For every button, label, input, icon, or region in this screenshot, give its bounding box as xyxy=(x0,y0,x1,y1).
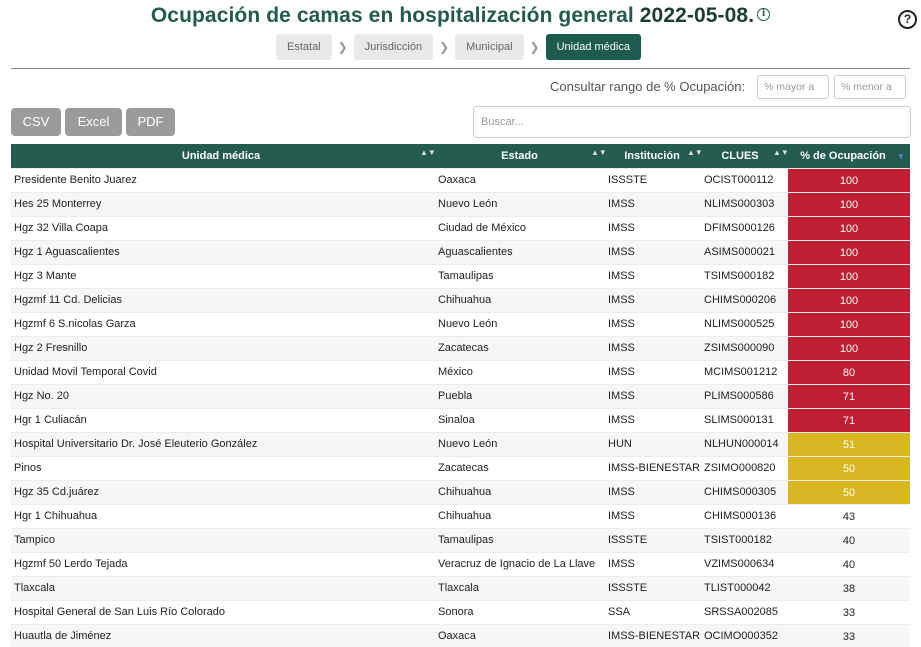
cell-unidad-medica: Hospital Universitario Dr. José Eleuterio González xyxy=(14,438,258,450)
cell-estado: Ciudad de México xyxy=(438,222,527,234)
cell-ocupacion: 43 xyxy=(842,511,856,523)
cell-estado: Nuevo León xyxy=(438,318,498,330)
cell-ocupacion: 50 xyxy=(788,457,910,481)
cell-ocupacion: 33 xyxy=(842,631,856,643)
cell-institucion: IMSS xyxy=(608,270,635,282)
cell-ocupacion: 51 xyxy=(788,433,910,457)
cell-clues: NLIMS000303 xyxy=(704,198,775,210)
breadcrumb xyxy=(276,34,641,60)
cell-institucion: HUN xyxy=(608,438,632,450)
cell-unidad-medica: Hgz 35 Cd.juárez xyxy=(14,486,99,498)
cell-estado: México xyxy=(438,366,473,378)
column-ocupacion[interactable]: % de Ocupación xyxy=(800,150,886,162)
table-row xyxy=(11,504,910,528)
range-label: Consultar rango de % Ocupación: xyxy=(550,79,746,94)
cell-estado: Chihuahua xyxy=(438,510,492,522)
table-row xyxy=(11,456,910,480)
cell-institucion: IMSS xyxy=(608,558,635,570)
table-row xyxy=(11,600,910,624)
table-row xyxy=(11,216,910,240)
cell-estado: Tamaulipas xyxy=(438,270,494,282)
pdf-button[interactable]: PDF xyxy=(126,108,175,136)
table-row xyxy=(11,408,910,432)
cell-ocupacion: 38 xyxy=(842,583,856,595)
cell-estado: Tlaxcala xyxy=(438,582,479,594)
cell-clues: NLHUN000014 xyxy=(704,438,779,450)
cell-clues: ASIMS000021 xyxy=(704,246,775,258)
cell-estado: Nuevo León xyxy=(438,438,498,450)
cell-clues: TSIST000182 xyxy=(704,534,772,546)
cell-institucion: IMSS xyxy=(608,294,635,306)
cell-ocupacion: 40 xyxy=(842,559,856,571)
cell-institucion: IMSS xyxy=(608,366,635,378)
cell-ocupacion: 100 xyxy=(788,193,910,217)
column-institucion[interactable]: Institución xyxy=(624,150,680,162)
cell-ocupacion: 100 xyxy=(788,241,910,265)
breadcrumb-municipal[interactable]: Municipal xyxy=(455,34,523,60)
range-min-input[interactable]: % mayor a xyxy=(757,75,829,99)
cell-clues: ZSIMS000090 xyxy=(704,342,775,354)
cell-unidad-medica: Presidente Benito Juarez xyxy=(14,174,137,186)
sort-icon[interactable]: ▲▼ xyxy=(773,148,789,157)
page-title-date: 2022-05-08. xyxy=(639,4,755,27)
breadcrumb-unidad-medica[interactable]: Unidad médica xyxy=(546,34,641,60)
breadcrumb-estatal[interactable]: Estatal xyxy=(276,34,332,60)
cell-ocupacion: 71 xyxy=(788,385,910,409)
cell-ocupacion: 80 xyxy=(788,361,910,385)
cell-clues: MCIMS001212 xyxy=(704,366,778,378)
cell-institucion: IMSS-BIENESTAR xyxy=(608,462,701,474)
chevron-right-icon: ❯ xyxy=(439,40,450,54)
cell-institucion: IMSS xyxy=(608,510,635,522)
cell-estado: Zacatecas xyxy=(438,462,489,474)
cell-institucion: ISSSTE xyxy=(608,174,648,186)
table-row xyxy=(11,288,910,312)
cell-ocupacion: 100 xyxy=(788,337,910,361)
breadcrumb-jurisdiccion[interactable]: Jurisdicción xyxy=(354,34,433,60)
cell-clues: NLIMS000525 xyxy=(704,318,775,330)
cell-institucion: ISSSTE xyxy=(608,582,648,594)
range-max-input[interactable]: % menor a xyxy=(834,75,906,99)
cell-institucion: IMSS xyxy=(608,222,635,234)
chevron-right-icon: ❯ xyxy=(337,40,348,54)
cell-ocupacion: 100 xyxy=(788,217,910,241)
table-row xyxy=(11,432,910,456)
cell-unidad-medica: Unidad Movil Temporal Covid xyxy=(14,366,157,378)
cell-clues: PLIMS000586 xyxy=(704,390,774,402)
cell-estado: Veracruz de Ignacio de La Llave xyxy=(438,558,596,570)
cell-unidad-medica: Hes 25 Monterrey xyxy=(14,198,102,210)
cell-estado: Chihuahua xyxy=(438,294,492,306)
cell-unidad-medica: Hgz No. 20 xyxy=(14,390,70,402)
cell-institucion: IMSS xyxy=(608,414,635,426)
divider xyxy=(11,68,910,69)
cell-unidad-medica: Pinos xyxy=(14,462,42,474)
sort-icon[interactable]: ▲▼ xyxy=(420,148,436,157)
cell-institucion: IMSS xyxy=(608,342,635,354)
cell-clues: CHIMS000136 xyxy=(704,510,777,522)
table-header xyxy=(11,144,910,168)
cell-institucion: ISSSTE xyxy=(608,534,648,546)
cell-ocupacion: 100 xyxy=(788,313,910,337)
page-title xyxy=(0,4,921,28)
cell-ocupacion: 50 xyxy=(788,481,910,505)
column-estado[interactable]: Estado xyxy=(501,150,538,162)
cell-unidad-medica: Hgr 1 Culiacán xyxy=(14,414,87,426)
cell-unidad-medica: Hospital General de San Luis Río Colorado xyxy=(14,606,225,618)
cell-institucion: IMSS xyxy=(608,486,635,498)
sort-icon[interactable]: ▲▼ xyxy=(687,148,703,157)
cell-estado: Chihuahua xyxy=(438,486,492,498)
cell-institucion: IMSS xyxy=(608,198,635,210)
cell-estado: Oaxaca xyxy=(438,630,476,642)
cell-estado: Aguascalientes xyxy=(438,246,513,258)
cell-ocupacion: 100 xyxy=(788,289,910,313)
cell-ocupacion: 33 xyxy=(842,607,856,619)
cell-unidad-medica: Hgz 32 Villa Coapa xyxy=(14,222,108,234)
table-row xyxy=(11,192,910,216)
table-row xyxy=(11,360,910,384)
cell-clues: VZIMS000634 xyxy=(704,558,775,570)
cell-institucion: IMSS-BIENESTAR xyxy=(608,630,701,642)
table-row xyxy=(11,528,910,552)
cell-clues: OCIST000112 xyxy=(704,174,774,186)
table-row xyxy=(11,312,910,336)
cell-unidad-medica: Hgzmf 6 S.nicolas Garza xyxy=(14,318,136,330)
cell-estado: Tamaulipas xyxy=(438,534,494,546)
cell-estado: Sonora xyxy=(438,606,474,618)
table-row xyxy=(11,168,910,192)
cell-estado: Puebla xyxy=(438,390,473,402)
excel-button[interactable]: Excel xyxy=(65,108,122,136)
info-icon[interactable]: i xyxy=(757,8,770,21)
cell-clues: TLIST000042 xyxy=(704,582,771,594)
cell-unidad-medica: Hgz 3 Mante xyxy=(14,270,77,282)
cell-institucion: IMSS xyxy=(608,390,635,402)
sort-desc-icon[interactable]: ▼ xyxy=(897,152,905,161)
sort-icon[interactable]: ▲▼ xyxy=(591,148,607,157)
cell-clues: SRSSA002085 xyxy=(704,606,778,618)
search-input[interactable]: Buscar... xyxy=(473,106,911,138)
cell-estado: Sinaloa xyxy=(438,414,475,426)
cell-unidad-medica: Hgr 1 Chihuahua xyxy=(14,510,98,522)
cell-unidad-medica: Tampico xyxy=(14,534,55,546)
cell-clues: ZSIMO000820 xyxy=(704,462,776,474)
table-row xyxy=(11,384,910,408)
csv-button[interactable]: CSV xyxy=(11,108,61,136)
cell-estado: Zacatecas xyxy=(438,342,489,354)
cell-clues: CHIMS000305 xyxy=(704,486,777,498)
cell-clues: DFIMS000126 xyxy=(704,222,775,234)
column-unidad-medica[interactable]: Unidad médica xyxy=(181,150,261,162)
page-title-text: Ocupación de camas en hospitalización general xyxy=(150,4,634,27)
table-row xyxy=(11,624,910,647)
cell-institucion: IMSS xyxy=(608,246,635,258)
cell-institucion: SSA xyxy=(608,606,631,618)
cell-clues: TSIMS000182 xyxy=(704,270,775,282)
table-body xyxy=(11,168,910,647)
cell-clues: OCIMO000352 xyxy=(704,630,778,642)
cell-unidad-medica: Tlaxcala xyxy=(14,582,55,594)
table-row xyxy=(11,552,910,576)
cell-ocupacion: 40 xyxy=(842,535,856,547)
cell-ocupacion: 100 xyxy=(788,169,910,193)
help-icon[interactable]: ? xyxy=(898,10,917,29)
cell-unidad-medica: Hgz 1 Aguascalientes xyxy=(14,246,120,258)
cell-unidad-medica: Huautla de Jiménez xyxy=(14,630,112,642)
table-row xyxy=(11,576,910,600)
cell-institucion: IMSS xyxy=(608,318,635,330)
cell-estado: Nuevo León xyxy=(438,198,498,210)
cell-clues: CHIMS000206 xyxy=(704,294,777,306)
table-row xyxy=(11,480,910,504)
cell-ocupacion: 71 xyxy=(788,409,910,433)
cell-estado: Oaxaca xyxy=(438,174,476,186)
chevron-right-icon: ❯ xyxy=(529,40,540,54)
table-row xyxy=(11,336,910,360)
cell-ocupacion: 100 xyxy=(788,265,910,289)
table-row xyxy=(11,264,910,288)
cell-clues: SLIMS000131 xyxy=(704,414,774,426)
cell-unidad-medica: Hgz 2 Fresnillo xyxy=(14,342,88,354)
cell-unidad-medica: Hgzmf 11 Cd. Delicias xyxy=(14,294,122,306)
cell-unidad-medica: Hgzmf 50 Lerdo Tejada xyxy=(14,558,128,570)
table-row xyxy=(11,240,910,264)
column-clues[interactable]: CLUES xyxy=(721,150,759,162)
occupancy-table xyxy=(11,144,910,647)
